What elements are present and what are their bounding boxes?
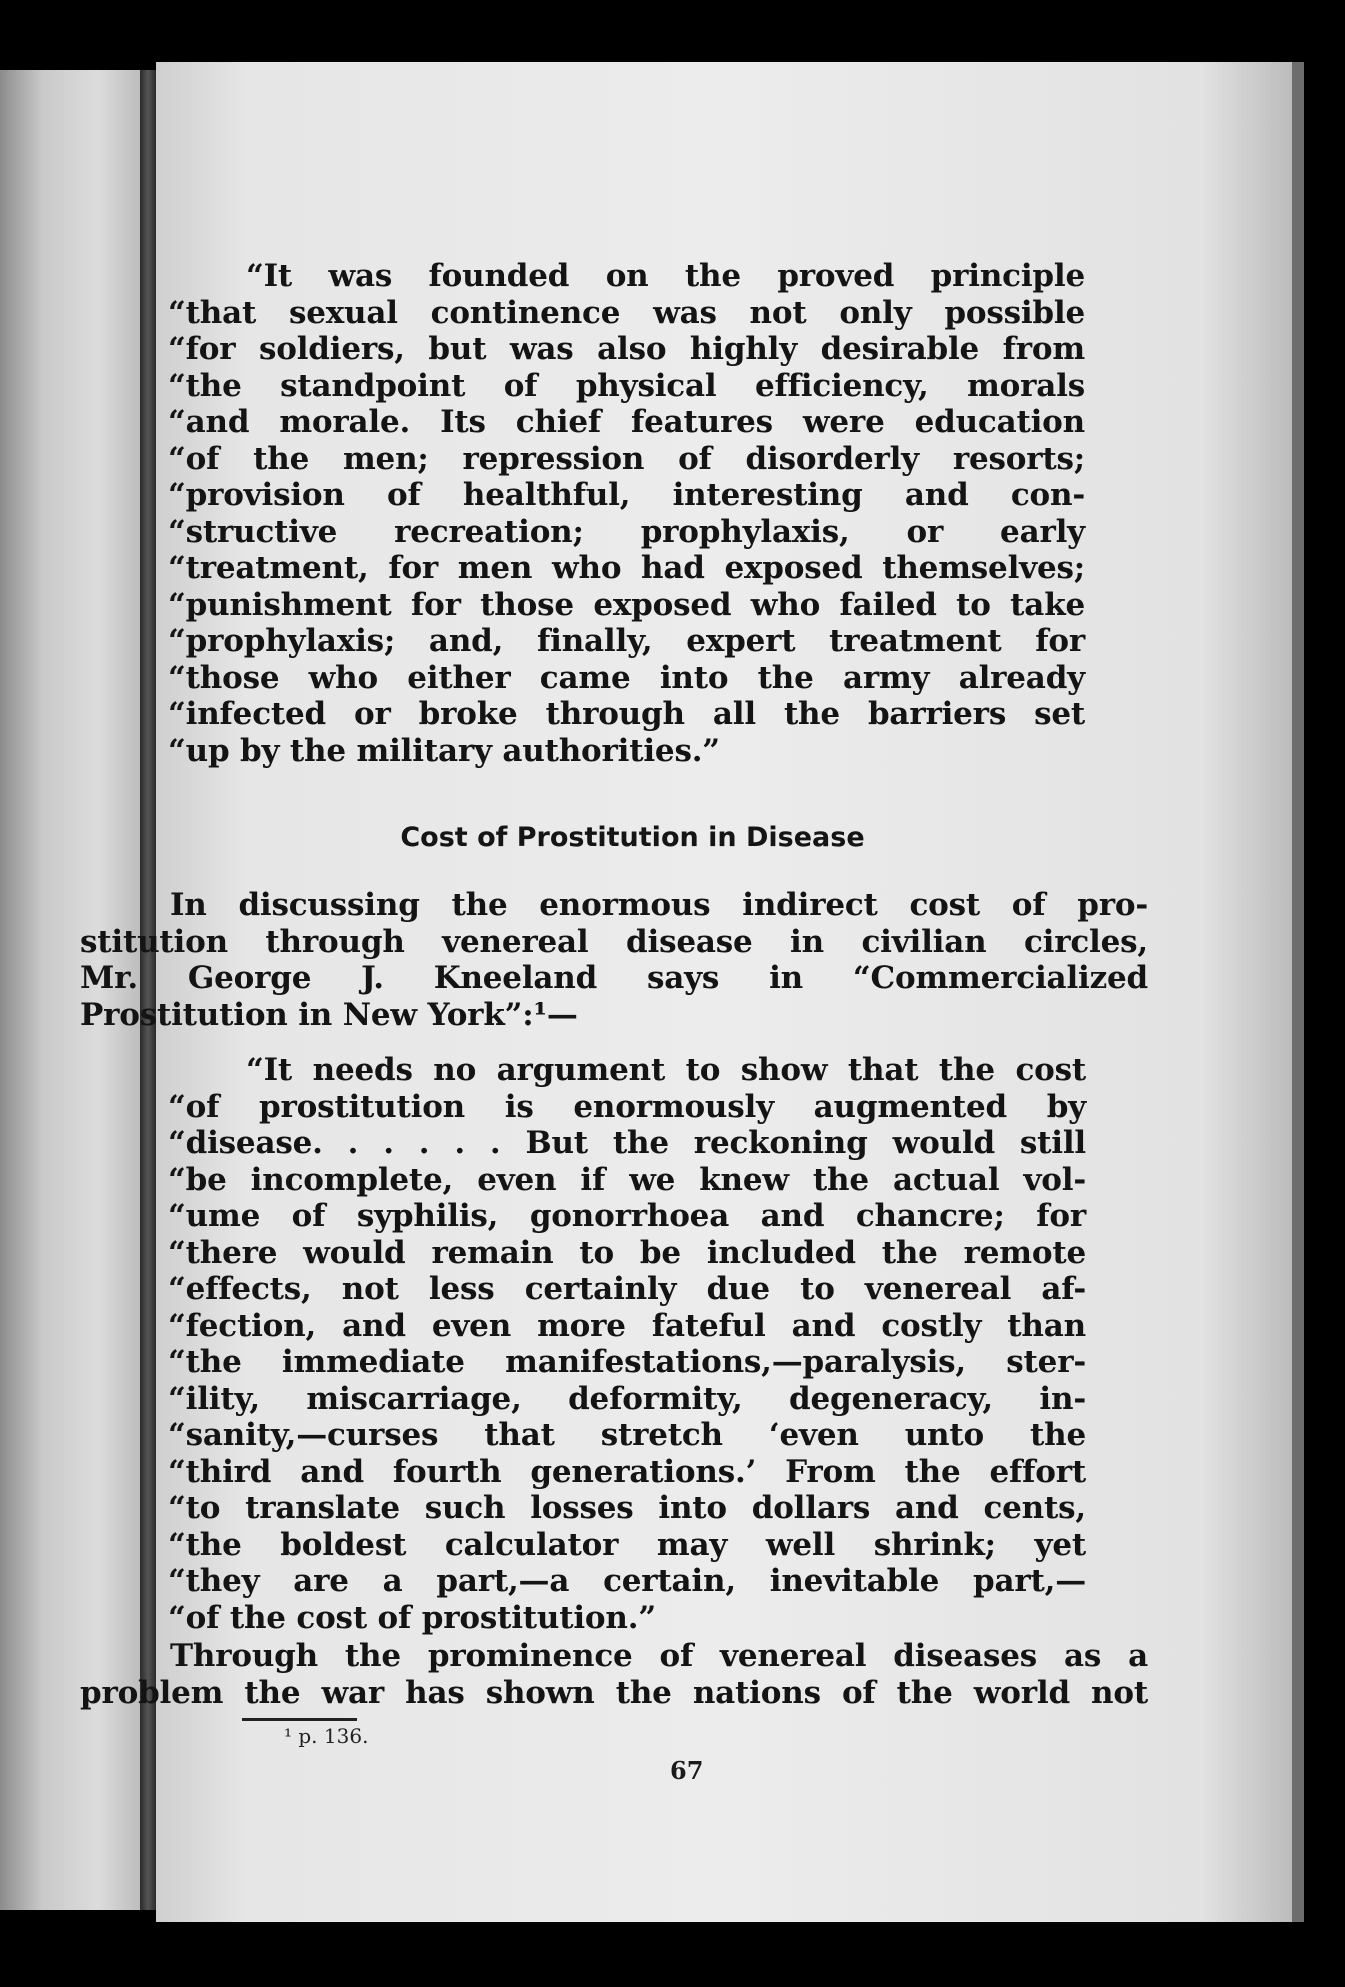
text-line: “the boldest calculator may well shrink; yet	[168, 1526, 1086, 1563]
text-line: stitution through venereal disease in civilian circles,	[80, 923, 1148, 960]
section-heading: Cost of Prostitution in Disease	[400, 822, 865, 853]
page-number: 67	[670, 1756, 704, 1785]
text-line: “treatment, for men who had exposed themselves;	[168, 550, 1085, 586]
text-line: “infected or broke through all the barriers set	[168, 696, 1085, 732]
text-line: “third and fourth generations.’ From the effort	[168, 1453, 1086, 1490]
text-line: “effects, not less certainly due to venereal af-	[168, 1271, 1086, 1307]
footnote: ¹ p. 136.	[284, 1724, 369, 1748]
text-line: “and morale. Its chief features were education	[168, 404, 1085, 440]
text-line: “those who either came into the army already	[168, 659, 1085, 696]
text-line: “ility, miscarriage, deformity, degeneracy, in-	[168, 1380, 1086, 1417]
body-paragraph-war	[80, 1638, 1148, 1711]
text-line: “structive recreation; prophylaxis, or early	[168, 513, 1085, 550]
text-line: “up by the military authorities.”	[168, 732, 720, 769]
footnote-rule	[242, 1718, 357, 1721]
text-line: Prostitution in New York”:¹—	[80, 996, 578, 1033]
text-line: “of the cost of prostitution.”	[168, 1599, 656, 1636]
text-line: “It needs no argument to show that the cost	[246, 1052, 1086, 1088]
text-line: “disease. . . . . . But the reckoning would still	[168, 1125, 1086, 1161]
text-line: Mr. George J. Kneeland says in “Commercialized	[80, 960, 1148, 996]
block-quote-military	[168, 258, 1085, 769]
text-line: “ume of syphilis, gonorrhoea and chancre; for	[168, 1198, 1086, 1234]
text-line: “It was founded on the proved principle	[246, 258, 1085, 294]
page-edge-shadow	[1292, 62, 1304, 1922]
text-line: “prophylaxis; and, finally, expert treatment for	[168, 623, 1085, 659]
text-line: “that sexual continence was not only possible	[168, 294, 1085, 331]
text-line: “sanity,—curses that stretch ‘even unto the	[168, 1417, 1086, 1453]
text-line: “for soldiers, but was also highly desirable from	[168, 331, 1085, 367]
text-line: “they are a part,—a certain, inevitable part,—	[168, 1563, 1086, 1599]
text-line: “punishment for those exposed who failed to take	[168, 586, 1085, 623]
block-quote-kneeland	[168, 1052, 1086, 1636]
text-line: “to translate such losses into dollars and cents,	[168, 1490, 1086, 1526]
text-line: “fection, and even more fateful and costly than	[168, 1307, 1086, 1344]
text-line: In discussing the enormous indirect cost of pro-	[170, 887, 1148, 923]
text-line: “of the men; repression of disorderly resorts;	[168, 440, 1085, 477]
body-paragraph-kneeland	[80, 887, 1148, 1033]
text-line: “the standpoint of physical efficiency, morals	[168, 367, 1085, 404]
text-line: Through the prominence of venereal diseases as a	[170, 1638, 1148, 1674]
text-line: “of prostitution is enormously augmented by	[168, 1088, 1086, 1125]
text-line: “be incomplete, even if we knew the actual vol-	[168, 1161, 1086, 1198]
text-line: “the immediate manifestations,—paralysis, ster-	[168, 1344, 1086, 1380]
text-line: problem the war has shown the nations of the world not	[80, 1674, 1148, 1711]
text-line: “there would remain to be included the remote	[168, 1234, 1086, 1271]
text-line: “provision of healthful, interesting and con-	[168, 477, 1085, 513]
